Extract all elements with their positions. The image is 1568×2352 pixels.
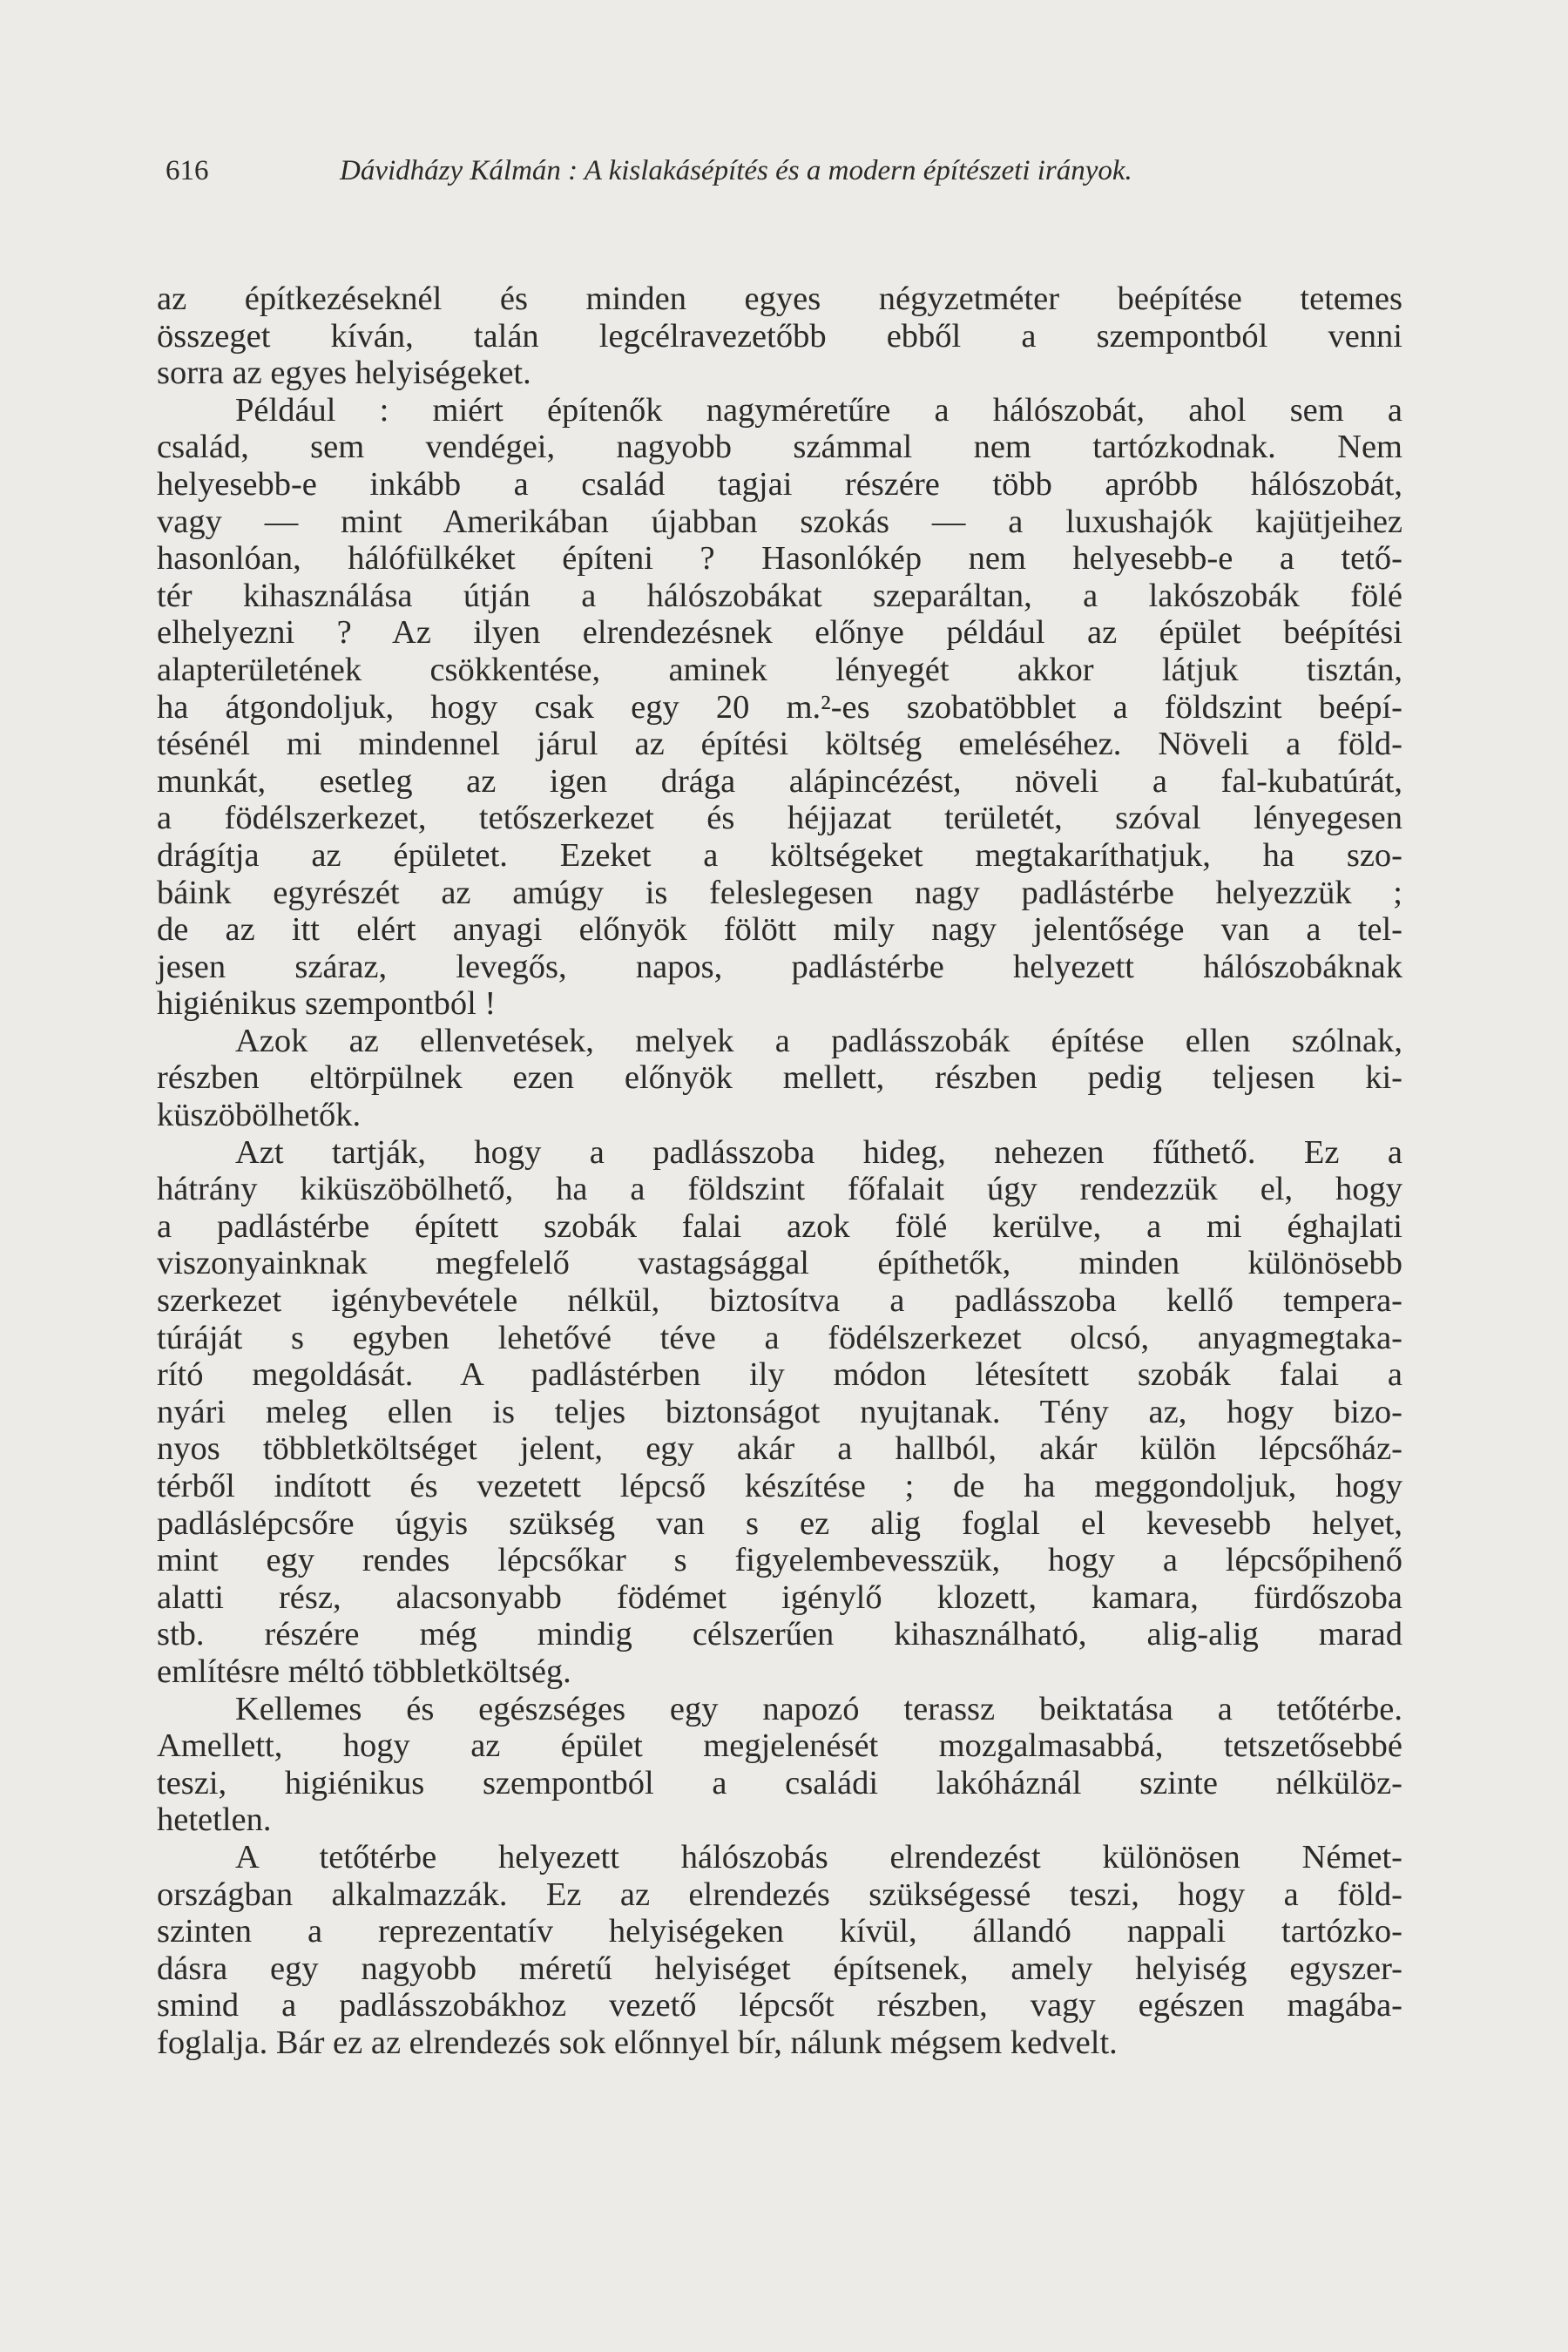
paragraph xyxy=(157,392,1402,1023)
text-line: drágítja az épületet. Ezeket a költségeket megtakaríthatjuk, ha szo- xyxy=(157,836,1402,874)
text-line: teszi, higiénikus szempontból a családi lakóháznál szinte nélkülöz- xyxy=(157,1764,1402,1801)
page-header xyxy=(166,155,1402,199)
text-line: de az itt elért anyagi előnyök fölött mily nagy jelentősége van a tel- xyxy=(157,911,1402,949)
text-line: elhelyezni ? Az ilyen elrendezésnek előnye például az épület beépítési xyxy=(157,614,1402,652)
text-line: mint egy rendes lépcsőkar s figyelembevesszük, hogy a lépcsőpihenő xyxy=(157,1542,1402,1579)
text-line: Például : miért építenők nagyméretűre a hálószobát, ahol sem a xyxy=(235,391,1402,429)
text-line: részben eltörpülnek ezen előnyök mellett, részben pedig teljesen ki- xyxy=(157,1059,1402,1097)
text-line: tér kihasználása útján a hálószobákat szeparáltan, a lakószobák fölé xyxy=(157,577,1402,614)
text-line: család, sem vendégei, nagyobb számmal nem tartózkodnak. Nem xyxy=(157,429,1402,466)
paragraph xyxy=(157,1691,1402,1839)
text-line: dásra egy nagyobb méretű helyiséget építsenek, amely helyiség egyszer- xyxy=(157,1950,1402,1987)
text-line: térből indított és vezetett lépcső készítése ; de ha meggondoljuk, hogy xyxy=(157,1468,1402,1504)
paragraph xyxy=(157,280,1402,392)
text-line: higiénikus szempontból ! xyxy=(157,985,497,1023)
text-line: stb. részére még mindig célszerűen kihasználható, alig-alig marad xyxy=(157,1616,1402,1653)
text-line: helyesebb-e inkább a család tagjai részére több apróbb hálószobát, xyxy=(157,465,1402,503)
text-line: viszonyainknak megfelelő vastagsággal építhetők, minden különösebb xyxy=(157,1245,1402,1282)
text-line: Amellett, hogy az épület megjelenését mozgalmasabbá, tetszetősebbé xyxy=(157,1727,1402,1765)
text-line: munkát, esetleg az igen drága alápincézést, növeli a fal-kubatúrát, xyxy=(157,762,1402,800)
text-line: az építkezéseknél és minden egyes négyzetméter beépítése tetemes xyxy=(157,280,1402,317)
text-line: Azok az ellenvetések, melyek a padlásszobák építése ellen szólnak, xyxy=(235,1022,1402,1059)
text-line: Azt tartják, hogy a padlásszoba hideg, nehezen fűthető. Ez a xyxy=(235,1133,1402,1171)
text-line: sorra az egyes helyiségeket. xyxy=(157,355,531,392)
text-line: hasonlóan, hálófülkéket építeni ? Hasonlókép nem helyesebb-e a tető- xyxy=(157,540,1402,578)
text-line: vagy — mint Amerikában újabban szokás — a luxushajók kajütjeihez xyxy=(157,503,1402,540)
text-line: báink egyrészét az amúgy is feleslegesen nagy padlástérbe helyezzük ; xyxy=(157,874,1402,911)
text-line: padláslépcsőre úgyis szükség van s ez alig foglal el kevesebb helyet, xyxy=(157,1504,1402,1542)
text-line: országban alkalmazzák. Ez az elrendezés szükségessé teszi, hogy a föld- xyxy=(157,1876,1402,1913)
text-line: nyos többletköltséget jelent, egy akár a hallból, akár külön lépcsőház- xyxy=(157,1430,1402,1468)
text-line: A tetőtérbe helyezett hálószobás elrendezést különösen Német- xyxy=(235,1838,1402,1876)
text-line: alatti rész, alacsonyabb födémet igénylő klozett, kamara, fürdőszoba xyxy=(157,1578,1402,1616)
text-line: összeget kíván, talán legcélravezetőbb ebből a szempontból venni xyxy=(157,317,1402,355)
text-line: a padlástérbe épített szobák falai azok fölé kerülve, a mi éghajlati xyxy=(157,1207,1402,1245)
text-line: hetetlen. xyxy=(157,1801,272,1839)
text-line: ha átgondoljuk, hogy csak egy 20 m.²-es szobatöbblet a földszint beépí- xyxy=(157,688,1402,726)
text-line: Kellemes és egészséges egy napozó terassz beiktatása a tetőtérbe. xyxy=(235,1690,1402,1727)
text-line: túráját s egyben lehetővé téve a födélszerkezet olcsó, anyagmegtaka- xyxy=(157,1319,1402,1356)
body-text xyxy=(157,280,1402,2062)
running-head: Dávidházy Kálmán : A kislakásépítés és a modern építészeti irányok. xyxy=(340,155,1132,186)
text-line: smind a padlásszobákhoz vezető lépcsőt részben, vagy egészen magába- xyxy=(157,1987,1402,2024)
paragraph xyxy=(157,1839,1402,2062)
text-line: a födélszerkezet, tetőszerkezet és héjjazat területét, szóval lényegesen xyxy=(157,800,1402,837)
text-line: szerkezet igénybevétele nélkül, biztosítva a padlásszoba kellő tempera- xyxy=(157,1282,1402,1320)
text-line: rító megoldását. A padlástérben ily módon létesített szobák falai a xyxy=(157,1356,1402,1394)
paragraph xyxy=(157,1023,1402,1134)
text-line: küszöbölhetők. xyxy=(157,1097,362,1134)
text-line: jesen száraz, levegős, napos, padlástérbe helyezett hálószobáknak xyxy=(157,948,1402,985)
text-line: hátrány kiküszöbölhető, ha a földszint főfalait úgy rendezzük el, hogy xyxy=(157,1171,1402,1208)
text-line: alapterületének csökkentése, aminek lényegét akkor látjuk tisztán, xyxy=(157,651,1402,688)
text-line: említésre méltó többletköltség. xyxy=(157,1652,571,1690)
text-line: nyári meleg ellen is teljes biztonságot nyujtanak. Tény az, hogy bizo- xyxy=(157,1393,1402,1430)
text-line: foglalja. Bár ez az elrendezés sok előnnyel bír, nálunk mégsem kedvelt. xyxy=(157,2024,1118,2061)
page-number: 616 xyxy=(166,155,209,186)
text-line: tésénél mi mindennel járul az építési költség emeléséhez. Növeli a föld- xyxy=(157,726,1402,763)
text-line: szinten a reprezentatív helyiségeken kívül, állandó nappali tartózko- xyxy=(157,1913,1402,1950)
paragraph xyxy=(157,1134,1402,1691)
